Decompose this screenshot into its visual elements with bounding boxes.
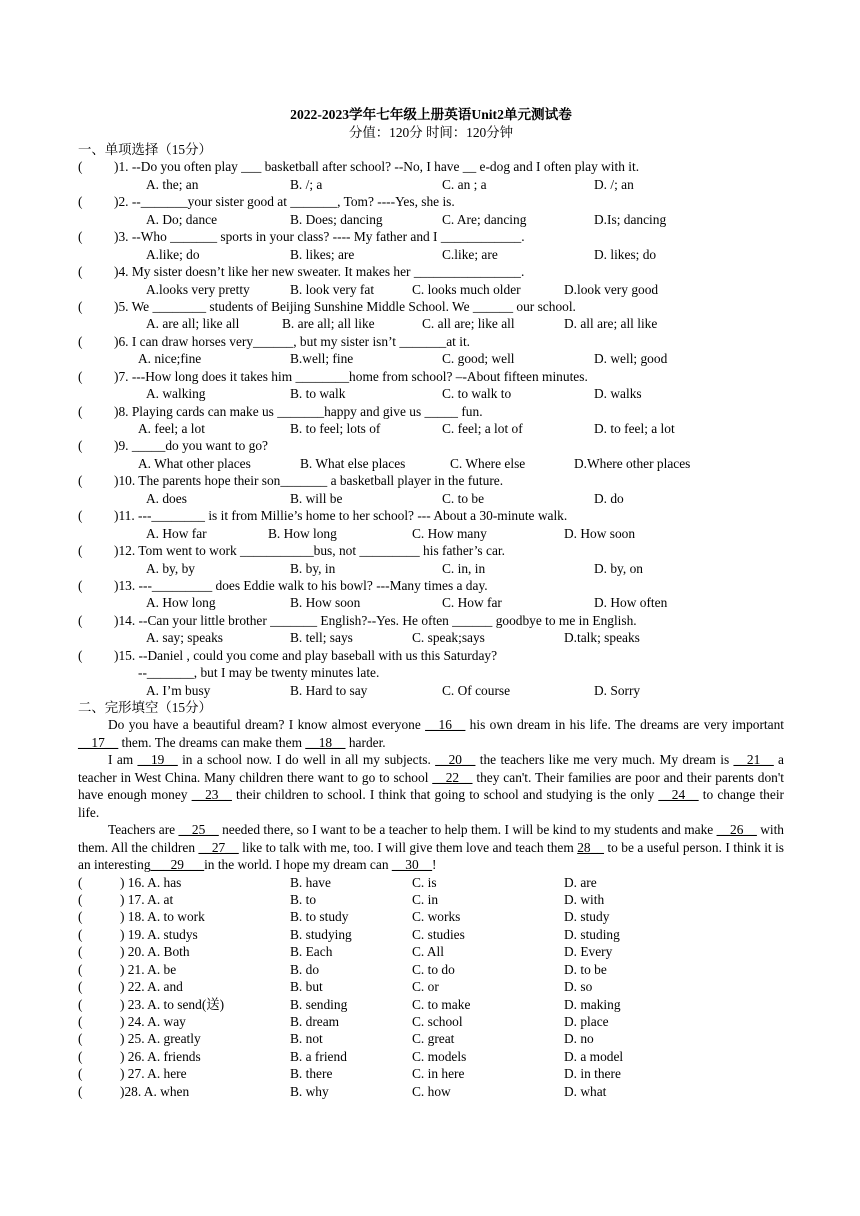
option-c[interactable]: C. school: [412, 1014, 463, 1030]
option-a[interactable]: ) 24. A. way: [120, 1014, 186, 1030]
option-a[interactable]: A. What other places: [138, 455, 251, 471]
option-d[interactable]: D. making: [564, 996, 621, 1012]
option-c[interactable]: C. great: [412, 1031, 455, 1047]
answer-bracket[interactable]: (: [78, 909, 83, 925]
question-stem: [78, 158, 784, 175]
answer-bracket[interactable]: (: [78, 612, 83, 628]
option-a[interactable]: A. I’m busy: [146, 682, 211, 698]
option-b[interactable]: B. dream: [290, 1014, 340, 1030]
cloze-option-row: [78, 908, 784, 925]
question-text: )9. _____do you want to go?: [114, 438, 268, 454]
option-d[interactable]: D. study: [564, 909, 610, 925]
option-c[interactable]: C. good; well: [442, 351, 515, 367]
option-b[interactable]: B. How soon: [290, 595, 361, 611]
option-a[interactable]: ) 27. A. here: [120, 1066, 187, 1082]
option-c[interactable]: C. to walk to: [442, 386, 512, 402]
option-a[interactable]: ) 17. A. at: [120, 891, 174, 907]
option-d[interactable]: D. a model: [564, 1048, 624, 1064]
option-d[interactable]: D. place: [564, 1014, 609, 1030]
option-b[interactable]: B. to: [290, 891, 317, 907]
question-text: )6. I can draw horses very______, but my sister isn’t _______at it.: [114, 333, 471, 349]
cloze-text: Teachers are: [108, 822, 179, 838]
option-d[interactable]: D. all are; all like: [564, 316, 658, 332]
cloze-text: his own dream in his life. The dreams are very important: [465, 717, 784, 733]
option-b[interactable]: B. but: [290, 979, 323, 995]
question-stem: [78, 577, 784, 594]
options-row: [78, 420, 784, 437]
question-text: )3. --Who _______ sports in your class? ---- My father and I ____________.: [114, 229, 525, 245]
option-a[interactable]: A. are all; like all: [146, 316, 240, 332]
option-a[interactable]: A. does: [146, 490, 187, 506]
question-list: [78, 158, 784, 699]
option-b[interactable]: B. have: [290, 874, 331, 890]
option-c[interactable]: C. feel; a lot of: [442, 421, 523, 436]
option-a[interactable]: ) 20. A. Both: [120, 944, 190, 960]
option-c[interactable]: C. how: [412, 1083, 451, 1099]
cloze-blank[interactable]: ___29___: [150, 857, 205, 873]
answer-bracket[interactable]: (: [78, 1014, 83, 1030]
option-b[interactable]: B. studying: [290, 926, 352, 942]
cloze-blank[interactable]: __17__: [78, 734, 119, 750]
options-row: [78, 560, 784, 577]
option-a[interactable]: ) 26. A. friends: [120, 1048, 201, 1064]
option-b[interactable]: B. Hard to say: [290, 682, 368, 698]
cloze-text: a teacher in West China. Many children there want to go to school: [78, 752, 784, 785]
option-a[interactable]: ) 16. A. has: [120, 874, 182, 890]
cloze-text: with them. All the children: [78, 822, 785, 855]
cloze-option-row: [78, 978, 784, 995]
cloze-text: !: [432, 857, 437, 873]
question-stem: [78, 403, 784, 420]
option-d[interactable]: D. with: [564, 891, 605, 907]
question-stem: [78, 507, 784, 524]
option-d[interactable]: D. so: [564, 979, 593, 995]
cloze-blank[interactable]: __23__: [191, 787, 232, 803]
cloze-paragraph: [78, 716, 784, 751]
exam-page: [78, 105, 784, 1100]
option-b[interactable]: B. to feel; lots of: [290, 421, 381, 436]
option-b[interactable]: B. by, in: [290, 560, 336, 576]
option-b[interactable]: B. Each: [290, 944, 333, 960]
cloze-text: they can't. Their families are poor and their parents don't have enough money: [78, 769, 784, 803]
option-c[interactable]: C. Where else: [450, 455, 526, 471]
option-c[interactable]: C. works: [412, 909, 461, 925]
question-text: )5. We ________ students of Beijing Sunshine Middle School. We ______ our school.: [114, 298, 576, 314]
option-d[interactable]: D. likes; do: [594, 246, 657, 262]
options-row: [78, 350, 784, 367]
option-d[interactable]: D.look very good: [564, 281, 659, 297]
answer-bracket[interactable]: (: [78, 1031, 83, 1047]
option-d[interactable]: D. How often: [594, 595, 668, 611]
option-a[interactable]: ) 19. A. studys: [120, 926, 198, 942]
question-stem: [78, 542, 784, 559]
answer-bracket[interactable]: (: [78, 577, 83, 593]
option-d[interactable]: D. are: [564, 874, 597, 890]
option-c[interactable]: C. or: [412, 979, 439, 995]
option-b[interactable]: B. why: [290, 1083, 329, 1099]
option-a[interactable]: ) 22. A. and: [120, 979, 183, 995]
cloze-text: I am: [108, 752, 138, 768]
option-d[interactable]: D. Sorry: [594, 682, 641, 698]
option-c[interactable]: C. to be: [442, 490, 485, 506]
option-c[interactable]: C.like; are: [442, 246, 498, 262]
option-d[interactable]: D. to feel; a lot: [594, 421, 675, 436]
option-c[interactable]: C. in here: [412, 1066, 465, 1082]
answer-bracket[interactable]: (: [78, 1048, 83, 1064]
option-d[interactable]: D.talk; speaks: [564, 630, 640, 646]
options-row: [78, 629, 784, 646]
cloze-blank[interactable]: __22__: [432, 769, 473, 785]
question-text: )2. --_______your sister good at _______, Tom? ----Yes, she is.: [114, 194, 455, 210]
cloze-option-row: [78, 1083, 784, 1100]
question-text: --_______, but I may be twenty minutes late.: [138, 665, 380, 681]
option-a[interactable]: ) 23. A. to send(送): [120, 996, 225, 1012]
option-b[interactable]: B. to walk: [290, 386, 346, 402]
cloze-option-row: [78, 1030, 784, 1047]
option-b[interactable]: B. How long: [268, 525, 337, 541]
option-d[interactable]: D. Every: [564, 944, 613, 960]
answer-bracket[interactable]: (: [78, 961, 83, 977]
option-b[interactable]: B. sending: [290, 996, 348, 1012]
option-a[interactable]: A. walking: [146, 386, 206, 402]
options-row: [78, 211, 784, 228]
option-d[interactable]: D. walks: [594, 386, 642, 402]
cloze-text: Do you have a beautiful dream? I know almost everyone: [108, 717, 426, 733]
answer-bracket[interactable]: (: [78, 264, 83, 280]
cloze-blank[interactable]: __26__: [716, 822, 757, 838]
options-row: [78, 490, 784, 507]
option-a[interactable]: A. the; an: [146, 176, 199, 192]
answer-bracket[interactable]: (: [78, 438, 83, 454]
option-d[interactable]: D. do: [594, 490, 624, 506]
question-stem: [78, 437, 784, 454]
answer-bracket[interactable]: (: [78, 996, 83, 1012]
option-c[interactable]: C. How many: [412, 525, 487, 541]
question-stem: [78, 472, 784, 489]
question-stem: [78, 298, 784, 315]
answer-bracket[interactable]: (: [78, 1083, 83, 1099]
option-c[interactable]: C. Of course: [442, 682, 511, 698]
option-b[interactable]: B. to study: [290, 909, 349, 925]
option-a[interactable]: A. How far: [146, 525, 207, 541]
cloze-option-row: [78, 1048, 784, 1065]
cloze-text: like to talk with me, too. I will give them love and teach them: [238, 839, 578, 855]
option-b[interactable]: B.well; fine: [290, 351, 354, 367]
cloze-text: the teachers like me very much. My dream is: [475, 752, 734, 768]
cloze-blank[interactable]: 28__: [577, 839, 604, 855]
question-text: )13. ---_________ does Eddie walk to his bowl? ---Many times a day.: [114, 577, 488, 593]
cloze-options-list: [78, 874, 784, 1101]
cloze-option-row: [78, 943, 784, 960]
option-b[interactable]: B. look very fat: [290, 281, 375, 297]
cloze-text: needed there, so I want to be a teacher to help them. I will be kind to my students and make: [218, 822, 717, 838]
question-text: )8. Playing cards can make us _______happy and give us _____ fun.: [114, 403, 483, 419]
cloze-paragraph: [78, 751, 784, 821]
option-a[interactable]: )28. A. when: [120, 1083, 190, 1099]
option-d[interactable]: D. in there: [564, 1066, 621, 1082]
answer-bracket[interactable]: (: [78, 298, 83, 314]
cloze-blank[interactable]: __16__: [425, 717, 466, 733]
option-b[interactable]: B. /; a: [290, 176, 323, 192]
option-c[interactable]: C. Are; dancing: [442, 211, 527, 227]
question-stem: [78, 228, 784, 245]
options-row: [78, 176, 784, 193]
cloze-option-row: [78, 874, 784, 891]
option-c[interactable]: C. in, in: [442, 560, 486, 576]
cloze-option-row: [78, 1013, 784, 1030]
cloze-passage: [78, 716, 784, 873]
option-d[interactable]: D.Is; dancing: [594, 211, 667, 227]
option-b[interactable]: B. What else places: [300, 455, 406, 471]
option-a[interactable]: A. feel; a lot: [138, 421, 205, 436]
options-row: [78, 594, 784, 611]
cloze-blank[interactable]: __21__: [733, 752, 774, 768]
option-b[interactable]: B. there: [290, 1066, 333, 1082]
cloze-paragraph: [78, 821, 784, 873]
cloze-blank[interactable]: __27__: [198, 839, 239, 855]
question-stem: [78, 193, 784, 210]
section2-heading: 二、完形填空（15分）: [78, 700, 212, 715]
answer-bracket[interactable]: (: [78, 891, 83, 907]
cloze-text: to be a useful person. I think it is an interesting: [78, 839, 784, 873]
cloze-blank[interactable]: __20__: [435, 752, 476, 768]
question-stem: [78, 612, 784, 629]
option-d[interactable]: D. no: [564, 1031, 594, 1047]
answer-bracket[interactable]: (: [78, 979, 83, 995]
option-c[interactable]: C. all are; like all: [422, 316, 515, 332]
options-row: [78, 281, 784, 298]
answer-bracket[interactable]: (: [78, 647, 83, 663]
option-c[interactable]: C. looks much older: [412, 281, 521, 297]
cloze-option-row: [78, 961, 784, 978]
cloze-blank[interactable]: __30__: [391, 857, 433, 873]
cloze-option-row: [78, 891, 784, 908]
option-a[interactable]: ) 25. A. greatly: [120, 1031, 201, 1047]
question-text: )7. ---How long does it takes him ________home from school? –-About fifteen minutes.: [114, 368, 588, 384]
option-d[interactable]: D.Where other places: [574, 455, 691, 471]
answer-bracket[interactable]: (: [78, 543, 83, 559]
option-a[interactable]: A.like; do: [146, 246, 200, 262]
answer-bracket[interactable]: (: [78, 403, 83, 419]
question-continuation: [78, 664, 784, 681]
question-stem: [78, 263, 784, 280]
option-b[interactable]: B. are all; all like: [282, 316, 375, 332]
question-text: )14. --Can your little brother _______ English?--Yes. He often ______ goodbye to me in English.: [114, 612, 637, 628]
question-stem: [78, 333, 784, 350]
option-a[interactable]: A. Do; dance: [146, 211, 218, 227]
answer-bracket[interactable]: (: [78, 333, 83, 349]
option-d[interactable]: D. well; good: [594, 351, 668, 367]
answer-bracket[interactable]: (: [78, 944, 83, 960]
option-a[interactable]: ) 18. A. to work: [120, 909, 205, 925]
option-a[interactable]: A. say; speaks: [146, 630, 223, 646]
cloze-text: their children to school. I think that going to school and studying is the only: [231, 787, 659, 803]
options-row: [78, 385, 784, 402]
option-b[interactable]: B. a friend: [290, 1048, 347, 1064]
option-b[interactable]: B. do: [290, 961, 320, 977]
section1-heading: 一、单项选择（15分）: [78, 142, 212, 157]
option-c[interactable]: C. to make: [412, 996, 471, 1012]
question-stem: [78, 647, 784, 664]
answer-bracket[interactable]: (: [78, 508, 83, 524]
answer-bracket[interactable]: (: [78, 194, 83, 210]
option-a[interactable]: A. by, by: [146, 560, 195, 576]
option-d[interactable]: D. what: [564, 1083, 607, 1099]
question-text: )10. The parents hope their son_______ a basketball player in the future.: [114, 473, 504, 489]
option-b[interactable]: B. tell; says: [290, 630, 353, 646]
option-b[interactable]: B. not: [290, 1031, 323, 1047]
question-text: )4. My sister doesn’t like her new sweater. It makes her ________________.: [114, 264, 525, 280]
answer-bracket[interactable]: (: [78, 159, 83, 175]
cloze-blank[interactable]: __25__: [178, 822, 219, 838]
option-a[interactable]: A.looks very pretty: [146, 281, 250, 297]
option-c[interactable]: C. in: [412, 891, 439, 907]
option-c[interactable]: C. How far: [442, 595, 502, 611]
option-c[interactable]: C. studies: [412, 926, 465, 942]
option-c[interactable]: C. All: [412, 944, 444, 960]
option-d[interactable]: D. /; an: [594, 176, 634, 192]
cloze-blank[interactable]: __18__: [305, 734, 346, 750]
option-d[interactable]: D. studing: [564, 926, 620, 942]
question-stem: [78, 368, 784, 385]
answer-bracket[interactable]: (: [78, 1066, 83, 1082]
cloze-text: in the world. I hope my dream can: [204, 857, 392, 873]
options-row: [78, 682, 784, 699]
option-c[interactable]: C. models: [412, 1048, 467, 1064]
options-row: [78, 455, 784, 472]
option-d[interactable]: D. by, on: [594, 560, 643, 576]
option-d[interactable]: D. How soon: [564, 525, 636, 541]
question-text: )12. Tom went to work ___________bus, not _________ his father’s car.: [114, 543, 505, 559]
option-c[interactable]: C. an ; a: [442, 176, 487, 192]
answer-bracket[interactable]: (: [78, 229, 83, 245]
option-a[interactable]: ) 21. A. be: [120, 961, 177, 977]
page-title: 2022-2023学年七年级上册英语Unit2单元测试卷: [290, 107, 572, 122]
option-c[interactable]: C. is: [412, 874, 437, 890]
answer-bracket[interactable]: (: [78, 473, 83, 489]
cloze-option-row: [78, 926, 784, 943]
question-text: )1. --Do you often play ___ basketball after school? --No, I have __ e-dog and I often play with it.: [114, 159, 640, 175]
cloze-option-row: [78, 996, 784, 1013]
option-d[interactable]: D. to be: [564, 961, 607, 977]
options-row: [78, 525, 784, 542]
cloze-text: harder.: [345, 734, 386, 750]
answer-bracket[interactable]: (: [78, 926, 83, 942]
page-subtitle: 分值：120分 时间：120分钟: [348, 124, 514, 140]
cloze-text: them. The dreams can make them: [118, 734, 306, 750]
option-a[interactable]: A. How long: [146, 595, 216, 611]
answer-bracket[interactable]: (: [78, 368, 83, 384]
cloze-text: in a school now. I do well in all my subjects.: [177, 752, 436, 768]
option-a[interactable]: A. nice;fine: [138, 351, 202, 367]
option-b[interactable]: B. likes; are: [290, 246, 355, 262]
option-c[interactable]: C. to do: [412, 961, 455, 977]
question-text: )11. ---________ is it from Millie’s home to her school? --- About a 30-minute walk.: [114, 508, 568, 524]
option-b[interactable]: B. will be: [290, 490, 343, 506]
cloze-blank[interactable]: __19__: [137, 752, 178, 768]
cloze-option-row: [78, 1065, 784, 1082]
option-c[interactable]: C. speak;says: [412, 630, 485, 646]
options-row: [78, 246, 784, 263]
answer-bracket[interactable]: (: [78, 874, 83, 890]
cloze-blank[interactable]: __24__: [658, 787, 699, 803]
question-text: )15. --Daniel , could you come and play baseball with us this Saturday?: [114, 647, 498, 663]
cloze-text: to change their life.: [78, 787, 784, 820]
options-row: [78, 315, 784, 332]
option-b[interactable]: B. Does; dancing: [290, 211, 383, 227]
